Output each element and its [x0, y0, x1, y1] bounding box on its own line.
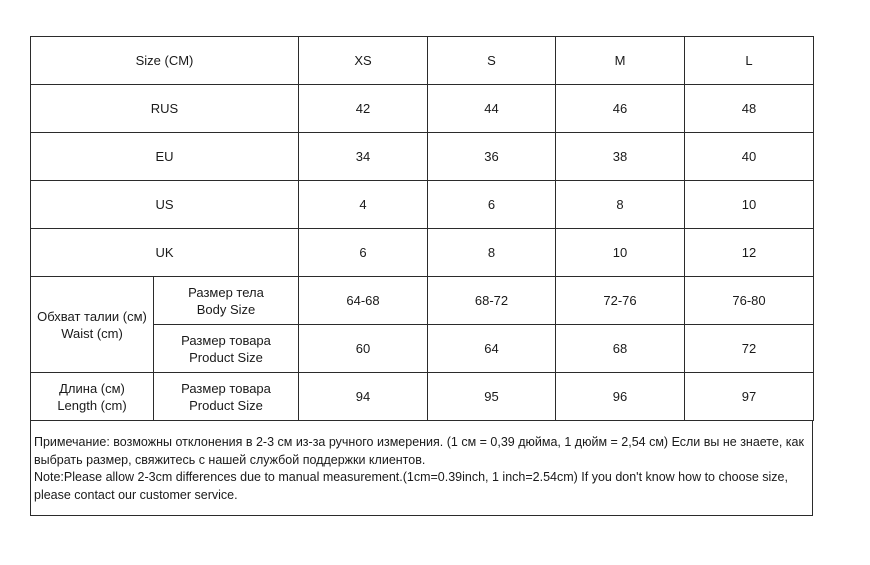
header-row — [31, 37, 814, 85]
body-size-label-en: Body Size — [196, 301, 256, 317]
length-product-size-label-ru: Размер товара — [181, 380, 271, 396]
length-product-size-label-en: Product Size — [189, 397, 263, 413]
table-cell: 64 — [428, 325, 556, 373]
table-row — [31, 229, 814, 277]
table-cell: 72 — [685, 325, 814, 373]
size-chart-table — [30, 36, 814, 421]
table-cell: 4 — [299, 181, 428, 229]
table-cell: 40 — [685, 133, 814, 181]
waist-label-ru: Обхват талии (см) — [37, 308, 147, 324]
size-xs-header: XS — [299, 37, 428, 85]
table-cell: 48 — [685, 85, 814, 133]
waist-label — [31, 277, 154, 373]
size-s-header: S — [428, 37, 556, 85]
table-cell: 46 — [556, 85, 685, 133]
length-label — [31, 373, 154, 421]
size-l-header: L — [685, 37, 814, 85]
row-label-us: US — [31, 181, 299, 229]
table-cell: 6 — [299, 229, 428, 277]
table-cell: 68-72 — [428, 277, 556, 325]
table-row — [31, 133, 814, 181]
table-cell: 10 — [556, 229, 685, 277]
table-cell: 8 — [428, 229, 556, 277]
body-size-label — [154, 277, 299, 325]
size-cm-header: Size (CM) — [31, 37, 299, 85]
length-label-ru: Длина (см) — [59, 380, 125, 396]
note-en: Note:Please allow 2-3cm differences due to manual measurement.(1cm=0.39inch, 1 inch=2.54cm) If you don't know how to choose size, please contact our customer service. — [34, 470, 788, 502]
waist-product-size-label-ru: Размер товара — [181, 332, 271, 348]
row-label-rus: RUS — [31, 85, 299, 133]
waist-label-en: Waist (cm) — [61, 325, 123, 341]
body-size-label-ru: Размер тела — [188, 284, 264, 300]
table-cell: 42 — [299, 85, 428, 133]
size-m-header: M — [556, 37, 685, 85]
row-label-eu: EU — [31, 133, 299, 181]
table-cell: 96 — [556, 373, 685, 421]
waist-product-size-label-en: Product Size — [189, 349, 263, 365]
table-cell: 36 — [428, 133, 556, 181]
length-label-en: Length (cm) — [57, 397, 127, 413]
table-cell: 44 — [428, 85, 556, 133]
table-cell: 94 — [299, 373, 428, 421]
table-row — [31, 181, 814, 229]
table-cell: 72-76 — [556, 277, 685, 325]
table-row — [31, 277, 814, 325]
table-cell: 64-68 — [299, 277, 428, 325]
note-ru: Примечание: возможны отклонения в 2-3 см из-за ручного измерения. (1 см = 0,39 дюйма, 1 дюйм = 2,54 см) Если вы не знаете, как выбрать размер, свяжитесь с нашей службой поддержки клиентов. — [34, 435, 804, 467]
table-cell: 8 — [556, 181, 685, 229]
row-label-uk: UK — [31, 229, 299, 277]
table-cell: 76-80 — [685, 277, 814, 325]
table-cell: 95 — [428, 373, 556, 421]
table-cell: 97 — [685, 373, 814, 421]
table-cell: 10 — [685, 181, 814, 229]
note-box — [30, 420, 813, 516]
table-cell: 68 — [556, 325, 685, 373]
table-cell: 34 — [299, 133, 428, 181]
length-product-size-label — [154, 373, 299, 421]
table-cell: 60 — [299, 325, 428, 373]
table-cell: 6 — [428, 181, 556, 229]
table-cell: 12 — [685, 229, 814, 277]
table-cell: 38 — [556, 133, 685, 181]
waist-product-size-label — [154, 325, 299, 373]
table-row — [31, 85, 814, 133]
table-row — [31, 373, 814, 421]
